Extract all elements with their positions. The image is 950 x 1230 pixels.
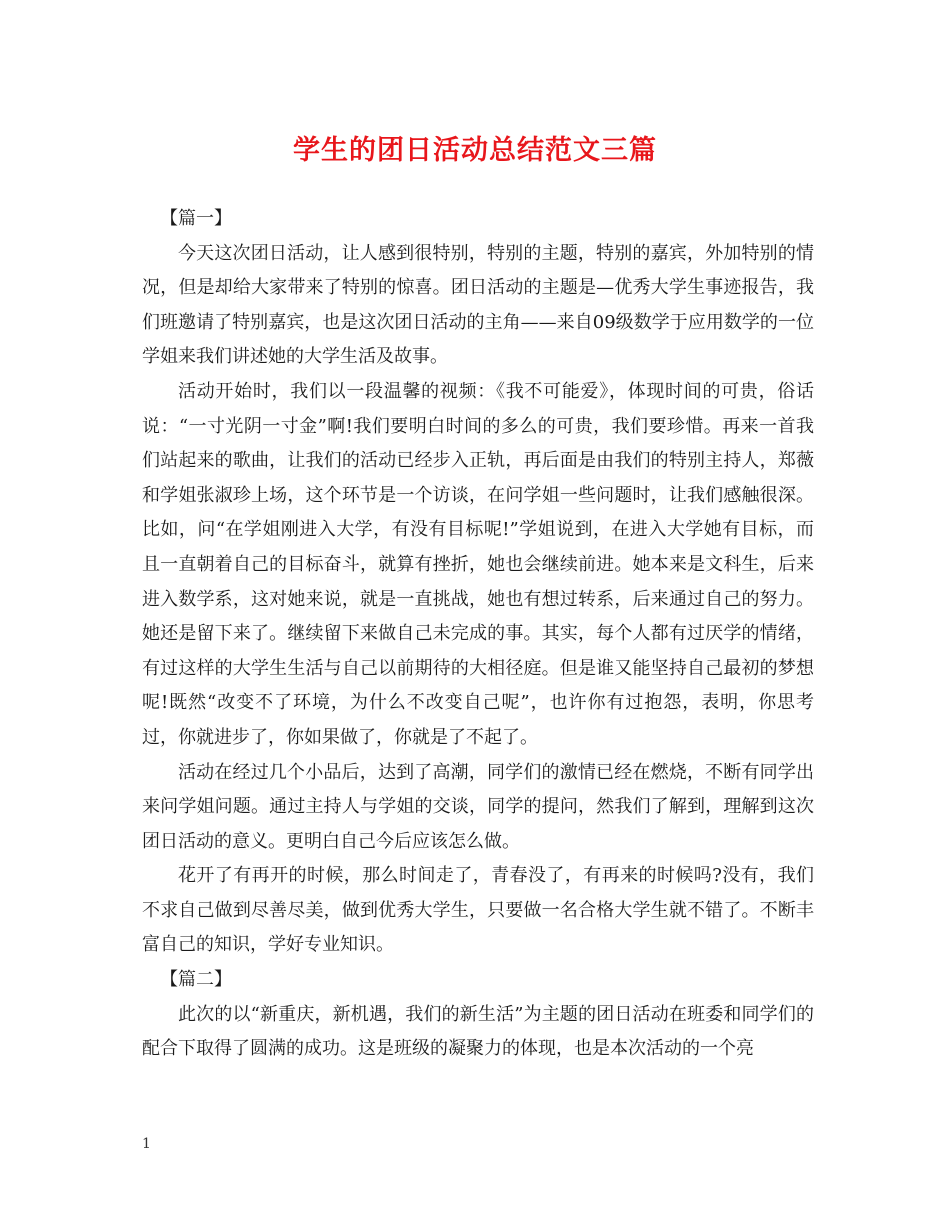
- page-number: 1: [142, 1136, 151, 1152]
- paragraph: 活动开始时，我们以一段温馨的视频：《我不可能爱》，体现时间的可贵，俗话说：“一寸光阴一寸金”啊!我们要明白时间的多么的可贵，我们要珍惜。再来一首我们站起来的歌曲，让我们的活动已经步入正轨，再后面是由我们的特别主持人，郑薇和学姐张淑珍上场，这个环节是一个访谈，在问学姐一些问题时，让我们感触很深。比如，问“在学姐刚进入大学，有没有目标呢!”学姐说到，在进入大学她有目标，而且一直朝着自己的目标奋斗，就算有挫折，她也会继续前进。她本来是文科生，后来进入数学系，这对她来说，就是一直挑战，她也有想过转系，后来通过自己的努力。她还是留下来了。继续留下来做自己未完成的事。其实，每个人都有过厌学的情绪，有过这样的大学生生活与自己以前期待的大相径庭。但是谁又能坚持自己最初的梦想呢!既然“改变不了环境，为什么不改变自己呢”，也许你有过抱怨，表明，你思考过，你就进步了，你如果做了，你就是了不起了。: [142, 380, 814, 748]
- paragraph: 今天这次团日活动，让人感到很特别，特别的主题，特别的嘉宾，外加特别的情况，但是却给大家带来了特别的惊喜。团日活动的主题是—优秀大学生事迹报告，我们班邀请了特别嘉宾，也是这次团日活动的主角——来自09级数学于应用数学的一位学姐来我们讲述她的大学生活及故事。: [142, 242, 814, 368]
- section-label-2: 【篇二】: [160, 969, 232, 991]
- document-body: [142, 202, 814, 1067]
- paragraph: 活动在经过几个小品后，达到了高潮，同学们的激情已经在燃烧，不断有同学出来问学姐问题。通过主持人与学姐的交谈，同学的提问，然我们了解到，理解到这次团日活动的意义。更明白自己今后应该怎么做。: [142, 761, 814, 852]
- section-label-1: 【篇一】: [160, 208, 232, 229]
- paragraph: 花开了有再开的时候，那么时间走了，青春没了，有再来的时候吗?没有，我们不求自己做到尽善尽美，做到优秀大学生，只要做一名合格大学生就不错了。不断丰富自己的知识，学好专业知识。: [142, 865, 814, 956]
- document-title: 学生的团日活动总结范文三篇: [293, 135, 657, 166]
- paragraph: 此次的以“新重庆，新机遇，我们的新生活”为主题的团日活动在班委和同学们的配合下取得了圆满的成功。这是班级的凝聚力的体现，也是本次活动的一个亮: [142, 1003, 814, 1060]
